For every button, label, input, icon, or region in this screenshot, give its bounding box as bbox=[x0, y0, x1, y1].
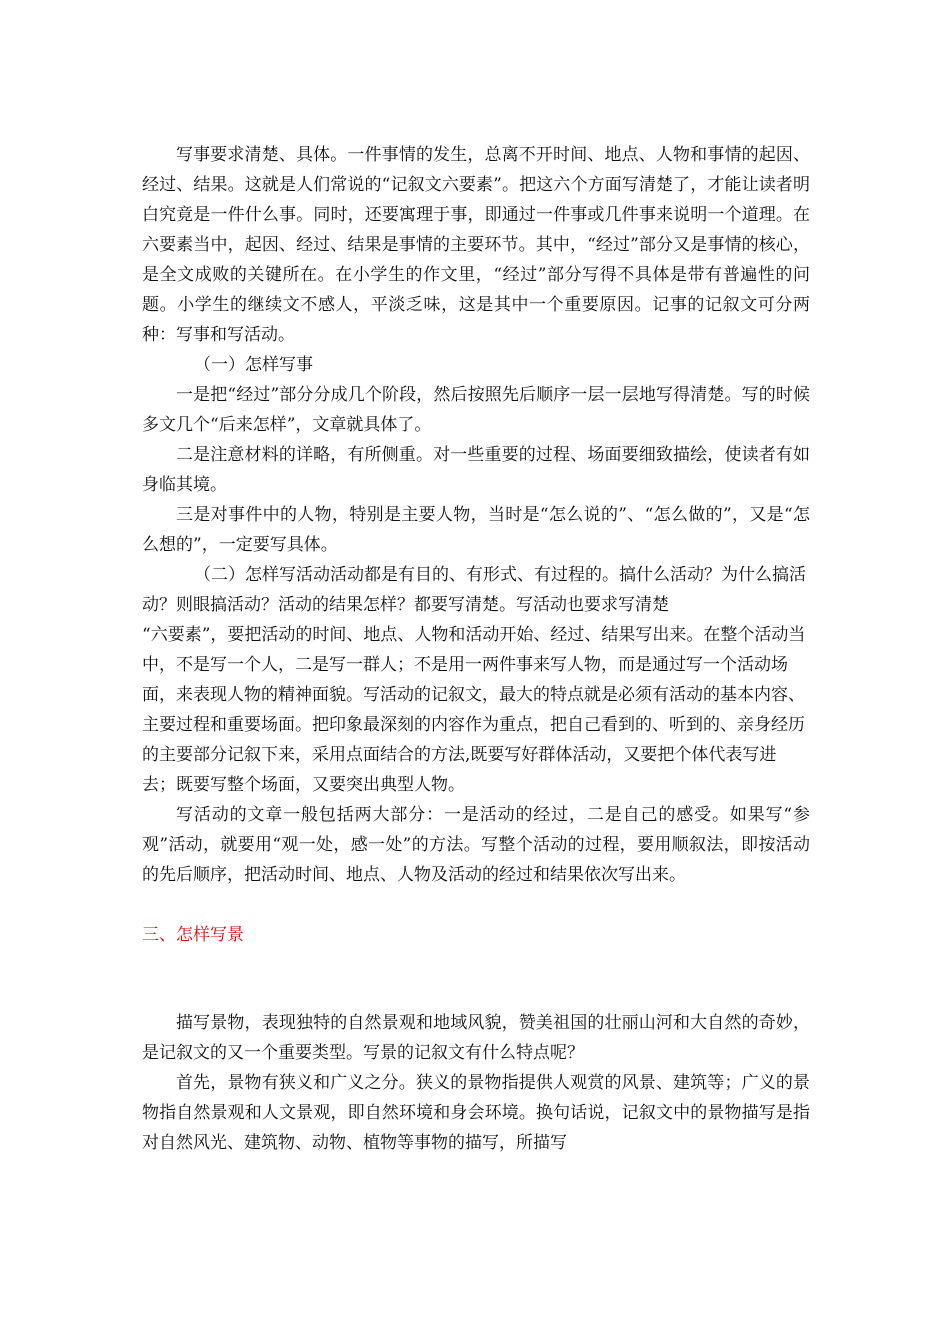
subheading-how-to-write-activities: （二）怎样写活动活动都是有目的、有形式、有过程的。搞什么活动？为什么搞活动？则眼搞活动？活动的结果怎样？都要写清楚。写活动也要求写清楚 bbox=[142, 565, 806, 615]
section-heading-scenery: 三、怎样写景 bbox=[142, 925, 244, 945]
paragraph-scenery-intro: 描写景物，表现独特的自然景观和地域风貌，赞美祖国的壮丽山河和大自然的奇妙，是记叙文的又一个重要类型。写景的记叙文有什么特点呢？ bbox=[142, 1013, 810, 1063]
spacer bbox=[142, 890, 810, 920]
spacer bbox=[142, 950, 810, 1008]
paragraph-activity-structure: 写活动的文章一般包括两大部分：一是活动的经过，二是自己的感受。如果写“参观”活动，就要用“观一处，感一处”的方法。写整个活动的过程，要用顺叙法，即按活动的先后顺序，把活动时间、地点、人物及活动的经过和结果依次写出来。 bbox=[142, 805, 810, 885]
paragraph-scenery-types: 首先，景物有狭义和广义之分。狭义的景物指提供人观赏的风景、建筑等；广义的景物指自然景观和人文景观，即自然环境和身会环境。换句话说，记叙文中的景物描写是指对自然风光、建筑物、动物、植物等事物的描写，所描写 bbox=[142, 1073, 810, 1153]
subheading-how-to-write-events: （一）怎样写事 bbox=[194, 355, 313, 375]
paragraph-point-one: 一是把“经过”部分分成几个阶段，然后按照先后顺序一层一层地写得清楚。写的时候多文几个“后来怎样”，文章就具体了。 bbox=[142, 385, 810, 435]
paragraph-six-elements: “六要素”，要把活动的时间、地点、人物和活动开始、经过、结果写出来。在整个活动当中，不是写一个人，二是写一群人；不是用一两件事来写人物，而是通过写一个活动场面，来表现人物的精神面貌。写活动的记叙文，最大的特点就是必须有活动的基本内容、主要过程和重要场面。把印象最深刻的内容作为重点，把自己看到的、听到的、亲身经历的主要部分记叙下来，采用点面结合的方法,既要写好群体活动，又要把个体代表写进去；既要写整个场面，又要突出典型人物。 bbox=[142, 625, 806, 795]
paragraph-writing-events: 写事要求清楚、具体。一件事情的发生，总离不开时间、地点、人物和事情的起因、经过、结果。这就是人们常说的“记叙文六要素”。把这六个方面写清楚了，才能让读者明白究竟是一件什么事。同时，还要寓理于事，即通过一件事或几件事来说明一个道理。在六要素当中，起因、经过、结果是事情的主要环节。其中，“经过”部分又是事情的核心，是全文成败的关键所在。在小学生的作文里，“经过”部分写得不具体是带有普遍性的问题。小学生的继续文不感人，平淡乏味，这是其中一个重要原因。记事的记叙文可分两种：写事和写活动。 bbox=[142, 145, 810, 345]
document-page bbox=[142, 140, 810, 1158]
paragraph-point-two: 二是注意材料的详略，有所侧重。对一些重要的过程、场面要细致描绘，使读者有如身临其境。 bbox=[142, 445, 810, 495]
paragraph-point-three: 三是对事件中的人物，特别是主要人物，当时是“怎么说的”、“怎么做的”，又是“怎么想的”，一定要写具体。 bbox=[142, 505, 810, 555]
